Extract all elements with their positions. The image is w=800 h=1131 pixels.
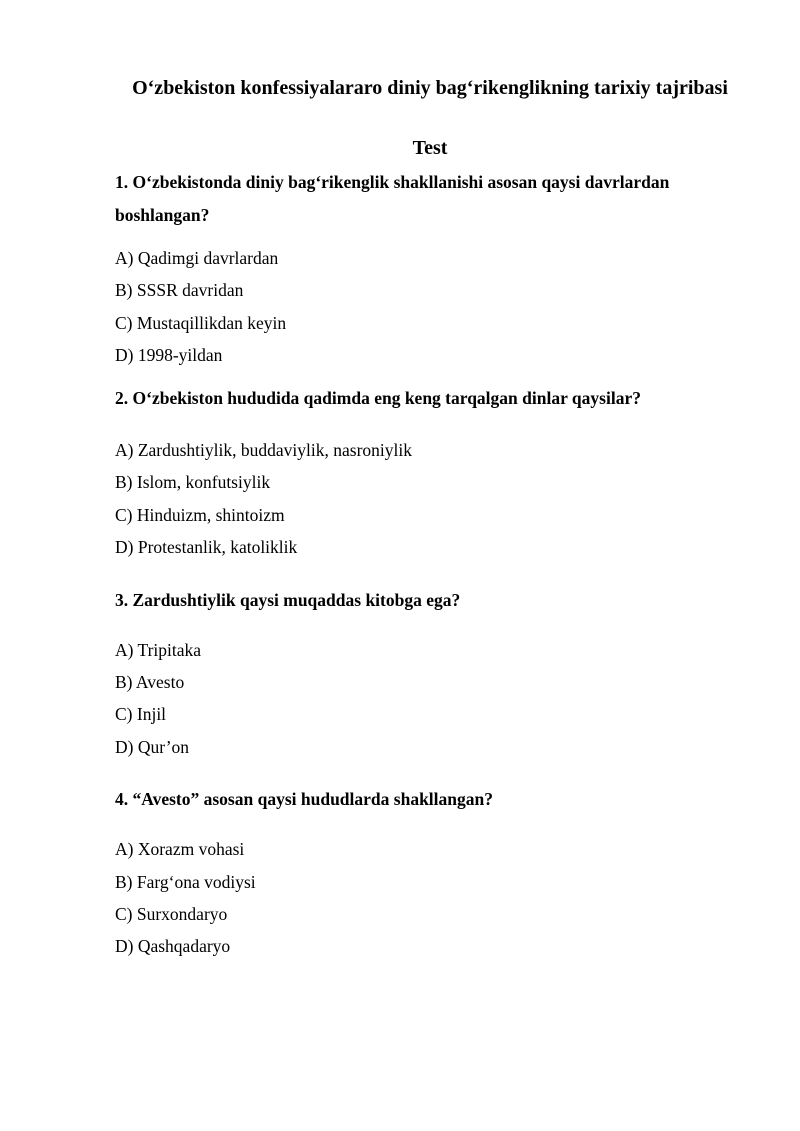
document-title: O‘zbekiston konfessiyalararo diniy bag‘rikenglikning tarixiy tajribasi xyxy=(132,77,728,99)
question-1-option-c: C) Mustaqillikdan keyin xyxy=(115,313,287,333)
question-1-option-d: D) 1998-yildan xyxy=(115,345,223,365)
question-4-option-d: D) Qashqadaryo xyxy=(115,936,231,956)
question-2: 2. O‘zbekiston hududida qadimda eng keng tarqalgan dinlar qaysilar? xyxy=(115,388,641,408)
question-2-option-b: B) Islom, konfutsiylik xyxy=(115,472,271,492)
question-2-option-c: C) Hinduizm, shintoizm xyxy=(115,505,285,525)
question-4-option-a: A) Xorazm vohasi xyxy=(115,839,245,859)
question-4-option-b: B) Farg‘ona vodiysi xyxy=(115,872,256,892)
question-1-option-b: B) SSSR davridan xyxy=(115,280,244,300)
question-1-option-a: A) Qadimgi davrlardan xyxy=(115,248,279,268)
question-3-option-a: A) Tripitaka xyxy=(115,640,202,660)
question-4: 4. “Avesto” asosan qaysi hududlarda shakllangan? xyxy=(115,789,493,809)
question-3-option-d: D) Qur’on xyxy=(115,737,190,757)
question-4-option-c: C) Surxondaryo xyxy=(115,904,228,924)
question-2-option-a: A) Zardushtiylik, buddaviylik, nasroniylik xyxy=(115,440,412,460)
document-subtitle: Test xyxy=(412,137,448,159)
question-1: 1. O‘zbekistonda diniy bag‘rikenglik shakllanishi asosan qaysi davrlardan boshlangan? xyxy=(115,172,670,225)
question-3-option-b: B) Avesto xyxy=(115,672,185,692)
question-2-option-d: D) Protestanlik, katoliklik xyxy=(115,537,298,557)
question-3: 3. Zardushtiylik qaysi muqaddas kitobga ega? xyxy=(115,590,461,610)
question-3-option-c: C) Injil xyxy=(115,704,167,724)
